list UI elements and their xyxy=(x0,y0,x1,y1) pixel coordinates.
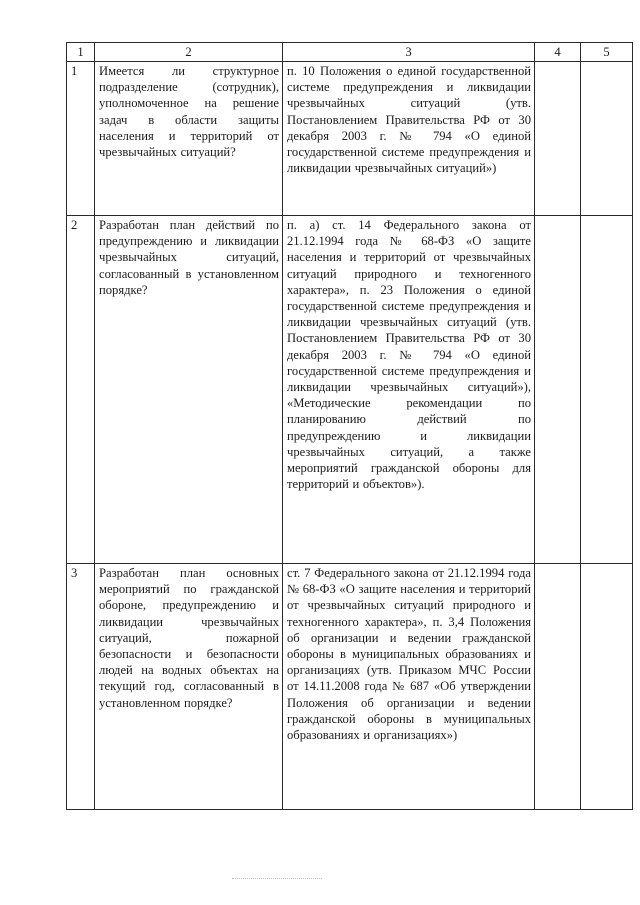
mark-cell-5 xyxy=(581,216,633,564)
row-number: 3 xyxy=(67,564,95,810)
header-row xyxy=(67,43,633,62)
header-cell-3: 3 xyxy=(283,43,535,62)
question-cell: Разработан план основных мероприятий по гражданской обороне, предупреждению и ликвидации чрезвычайных ситуаций, пожарной безопасности и безопасности людей на водных объектах на текущий год, согласованный в установленном порядке? xyxy=(95,564,283,810)
reference-cell: ст. 7 Федерального закона от 21.12.1994 года № 68-ФЗ «О защите населения и территорий от чрезвычайных ситуаций природного и техногенного характера», п. 3,4 Положения об организации и ведении гражданской обороны в муниципальных образованиях и организациях (утв. Приказом МЧС России от 14.11.2008 года № 687 «Об утверждении Положения об организации и ведении гражданской обороны в муниципальных образованиях и организациях») xyxy=(283,564,535,810)
mark-cell-5 xyxy=(581,62,633,216)
mark-cell-4 xyxy=(535,216,581,564)
requirements-table xyxy=(66,42,633,810)
footer-scan-mark xyxy=(232,878,322,881)
header-cell-1: 1 xyxy=(67,43,95,62)
table-row xyxy=(67,564,633,810)
row-number: 1 xyxy=(67,62,95,216)
reference-cell: п. 10 Положения о единой государственной системе предупреждения и ликвидации чрезвычайных ситуаций (утв. Постановлением Правительства РФ от 30 декабря 2003 г. № 794 «О единой государственной системе предупреждения и ликвидации чрезвычайных ситуаций») xyxy=(283,62,535,216)
header-cell-2: 2 xyxy=(95,43,283,62)
row-number: 2 xyxy=(67,216,95,564)
question-cell: Имеется ли структурное подразделение (сотрудник), уполномоченное на решение задач в области защиты населения и территорий от чрезвычайных ситуаций? xyxy=(95,62,283,216)
mark-cell-4 xyxy=(535,564,581,810)
mark-cell-4 xyxy=(535,62,581,216)
mark-cell-5 xyxy=(581,564,633,810)
reference-cell: п. а) ст. 14 Федерального закона от 21.12.1994 года № 68-ФЗ «О защите населения и территорий от чрезвычайных ситуаций природного и техногенного характера», п. 23 Положения о единой государственной системе предупреждения и ликвидации чрезвычайных ситуаций (утв. Постановлением Правительства РФ от 30 декабря 2003 г. № 794 «О единой государственной системе предупреждения и ликвидации чрезвычайных ситуаций»), «Методические рекомендации по планированию действий по предупреждению и ликвидации чрезвычайных ситуаций, а также мероприятий гражданской обороны для территорий и объектов»). xyxy=(283,216,535,564)
table-row xyxy=(67,62,633,216)
question-cell: Разработан план действий по предупреждению и ликвидации чрезвычайных ситуаций, согласованный в установленном порядке? xyxy=(95,216,283,564)
header-cell-5: 5 xyxy=(581,43,633,62)
table-row xyxy=(67,216,633,564)
header-cell-4: 4 xyxy=(535,43,581,62)
